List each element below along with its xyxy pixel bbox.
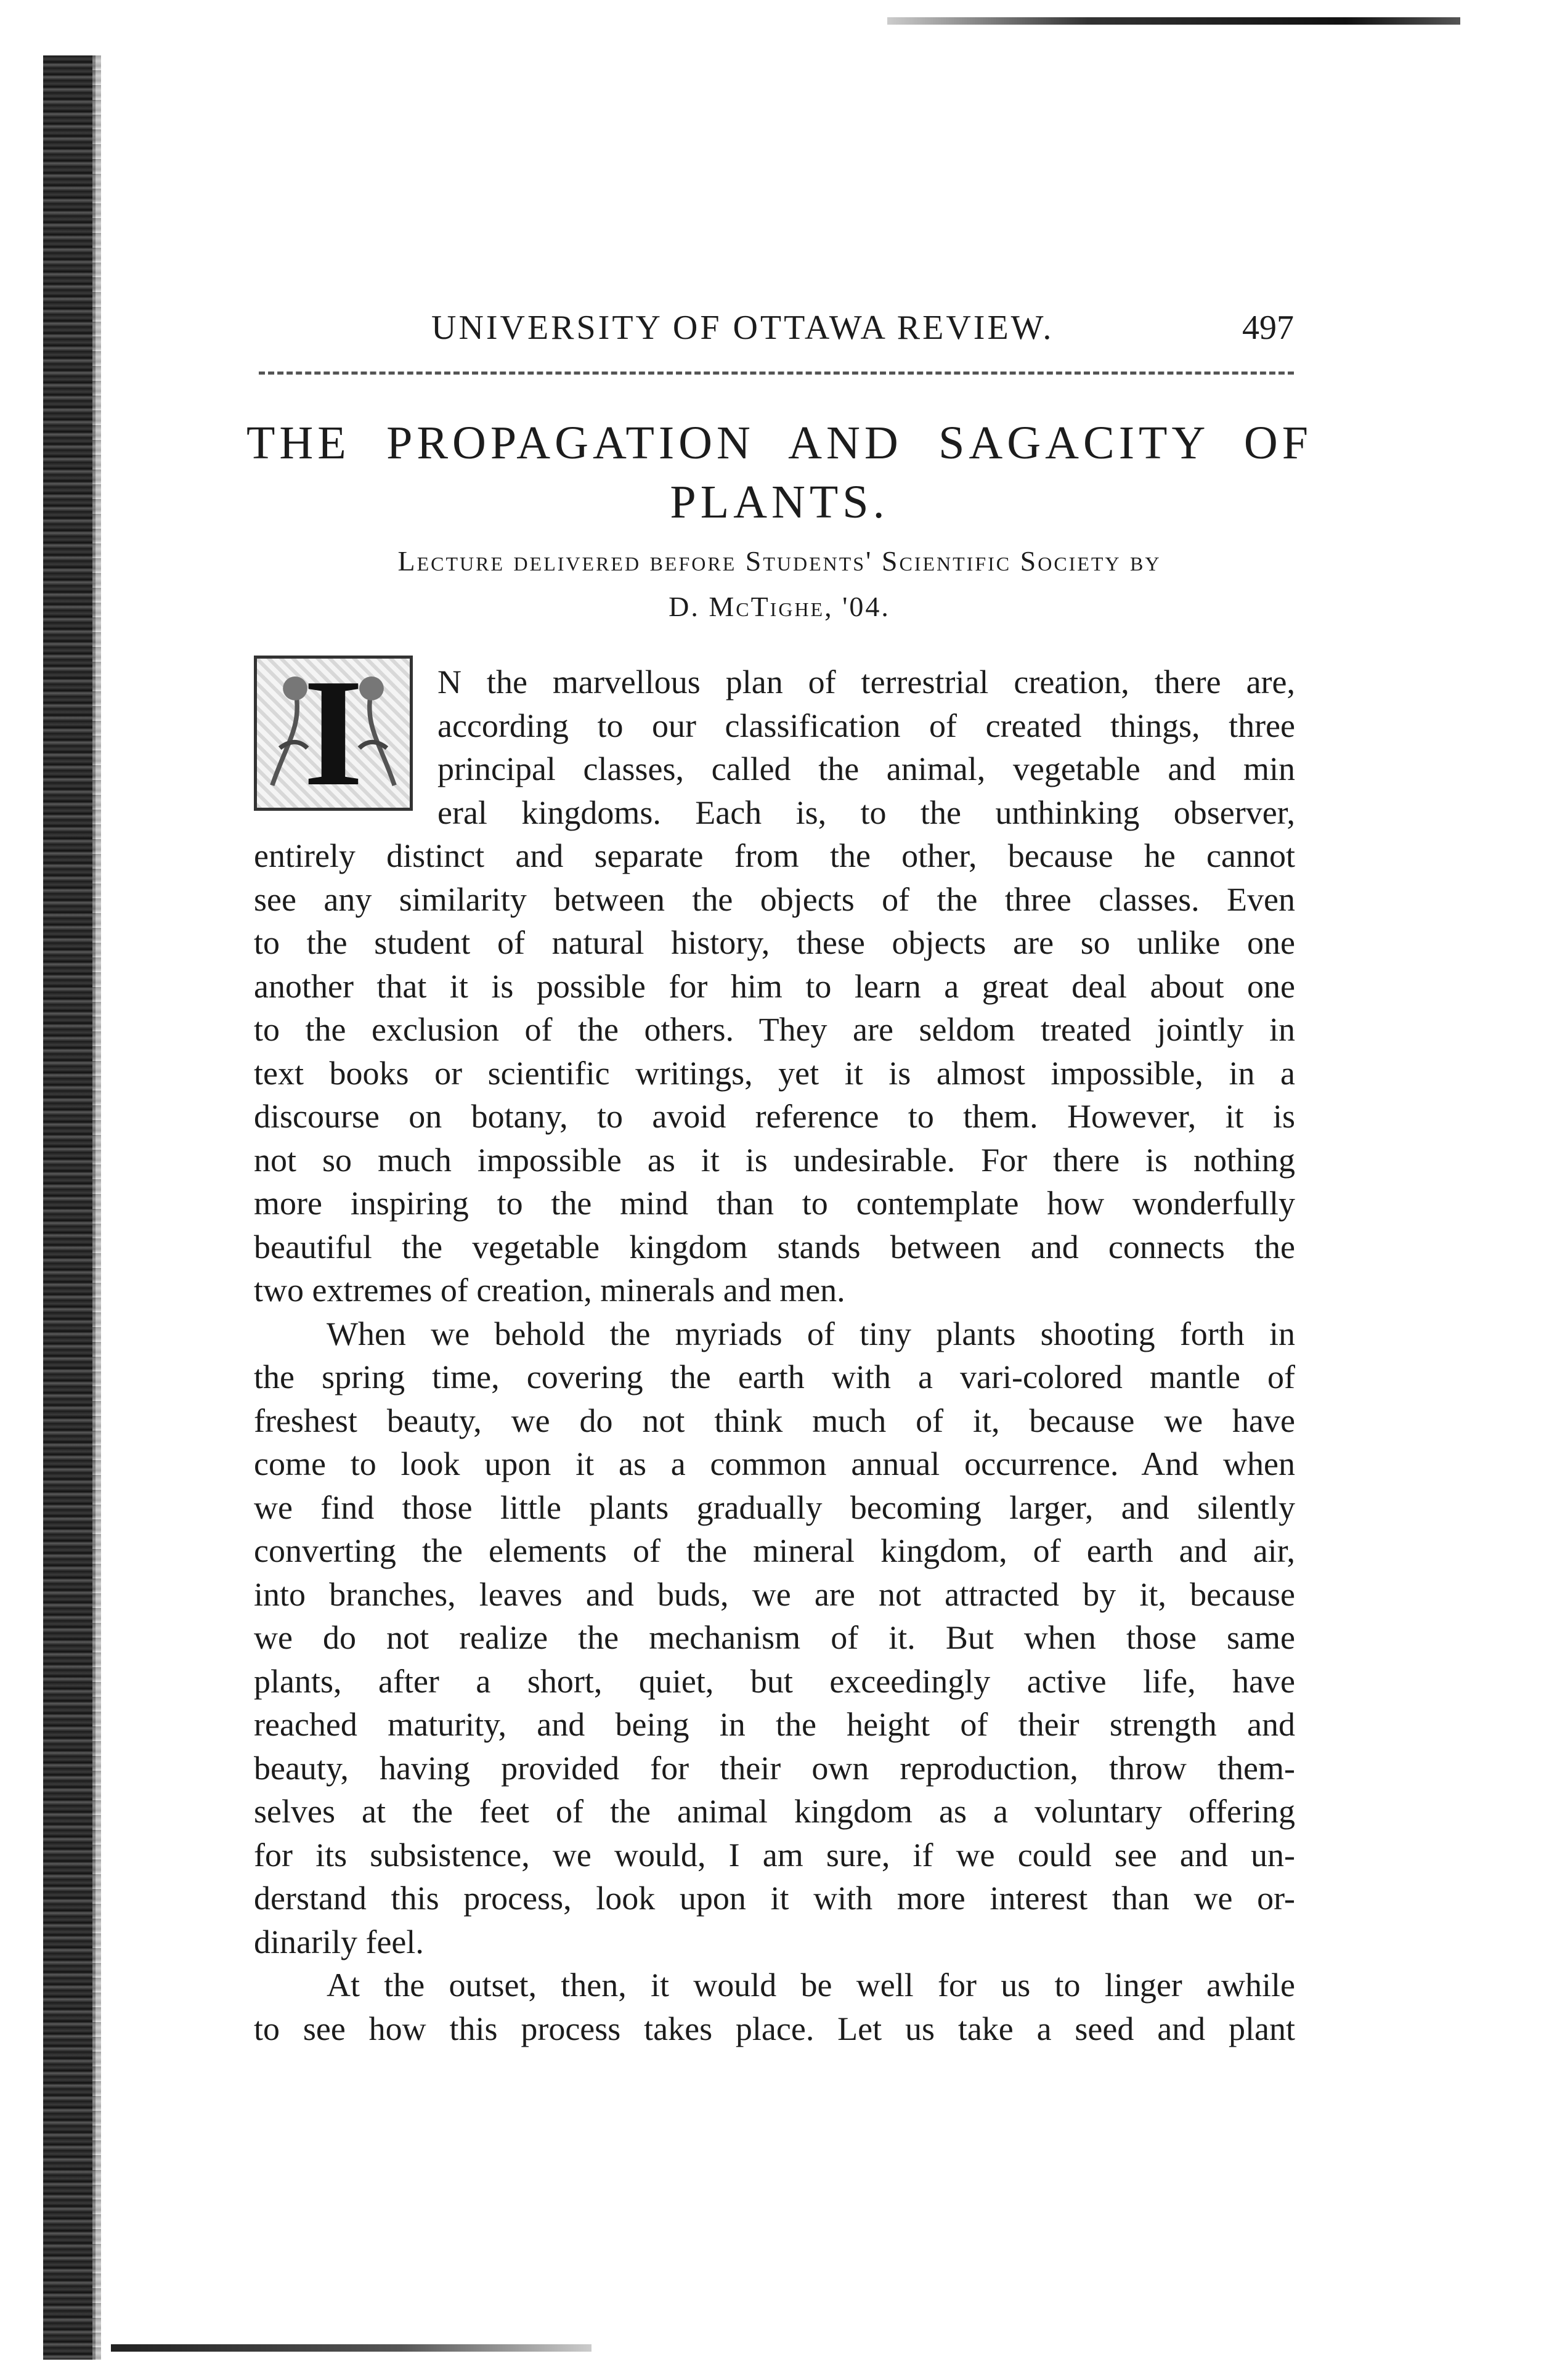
running-title: UNIVERSITY OF OTTAWA REVIEW.	[431, 309, 1054, 347]
scan-top-edge	[887, 17, 1460, 25]
text-line: derstand this process, look upon it with more interest than we or-	[254, 1880, 1295, 1917]
text-line: into branches, leaves and buds, we are not attracted by it, because	[254, 1575, 1295, 1613]
text-line: beautiful the vegetable kingdom stands between and connects the	[254, 1228, 1295, 1265]
text-line: the spring time, covering the earth with a vari-colored mantle of	[254, 1359, 1295, 1395]
text-line: discourse on botany, to avoid reference to them. However, it is	[254, 1098, 1295, 1135]
page-number: 497	[1242, 309, 1294, 347]
text-line: see any similarity between the objects of the three classes. Even	[254, 880, 1295, 918]
text-line: freshest beauty, we do not think much of it, because we have	[254, 1402, 1295, 1439]
article-body	[254, 660, 1295, 2050]
text-line: beauty, having provided for their own reproduction, throw them-	[254, 1749, 1295, 1787]
paragraph	[254, 660, 1295, 1312]
text-line: plants, after a short, quiet, but exceedingly active life, have	[254, 1662, 1295, 1700]
scan-bottom-edge	[111, 2344, 591, 2352]
text-line: When we behold the myriads of tiny plants shooting forth in	[327, 1315, 1295, 1352]
text-line: we do not realize the mechanism of it. But when those same	[254, 1619, 1295, 1656]
text-line: principal classes, called the animal, vegetable and min	[437, 750, 1295, 787]
text-line: more inspiring to the mind than to contemplate how wonderfully	[254, 1185, 1295, 1222]
text-line: N the marvellous plan of terrestrial creation, there are,	[437, 664, 1295, 701]
text-line: for its subsistence, we would, I am sure, if we could see and un-	[254, 1836, 1295, 1874]
text-line: converting the elements of the mineral kingdom, of earth and air,	[254, 1532, 1295, 1569]
text-line: come to look upon it as a common annual occurrence. And when	[254, 1445, 1295, 1482]
text-line: we find those little plants gradually becoming larger, and silently	[254, 1489, 1295, 1526]
text-line: to the exclusion of the others. They are seldom treated jointly in	[254, 1011, 1295, 1048]
text-line: At the outset, then, it would be well for us to linger awhile	[327, 1967, 1295, 2004]
header-rule	[259, 372, 1294, 375]
byline: Lecture delivered before Students' Scientific Society by	[397, 545, 1161, 577]
text-line: entirely distinct and separate from the other, because he cannot	[254, 837, 1295, 874]
running-header	[431, 308, 1294, 351]
drop-cap-letter: I	[303, 648, 364, 818]
text-line: not so much impossible as it is undesirable. For there is nothing	[254, 1141, 1295, 1179]
paragraph	[254, 1312, 1295, 1964]
article-title-line-1: THE PROPAGATION AND SAGACITY OF	[246, 417, 1312, 469]
text-line: selves at the feet of the animal kingdom as a voluntary offering	[254, 1793, 1295, 1830]
text-line: according to our classification of created things, three	[437, 707, 1295, 744]
text-line: to see how this process takes place. Let us take a seed and plant	[254, 2010, 1295, 2047]
paragraph	[254, 1964, 1295, 2050]
text-line: reached maturity, and being in the height of their strength and	[254, 1706, 1295, 1743]
author: D. McTighe, '04.	[669, 591, 890, 622]
text-line: another that it is possible for him to learn a great deal about one	[254, 967, 1295, 1005]
text-line: eral kingdoms. Each is, to the unthinking observer,	[437, 794, 1295, 831]
text-line: dinarily feel.	[254, 1923, 424, 1960]
binding-edge-highlight	[92, 55, 101, 2360]
text-line: two extremes of creation, minerals and men.	[254, 1272, 845, 1309]
article-title-line-2: PLANTS.	[670, 476, 889, 528]
text-line: to the student of natural history, these objects are so unlike one	[254, 924, 1295, 961]
text-line: text books or scientific writings, yet it is almost impossible, in a	[254, 1054, 1295, 1092]
binding-edge-shadow	[43, 55, 96, 2360]
